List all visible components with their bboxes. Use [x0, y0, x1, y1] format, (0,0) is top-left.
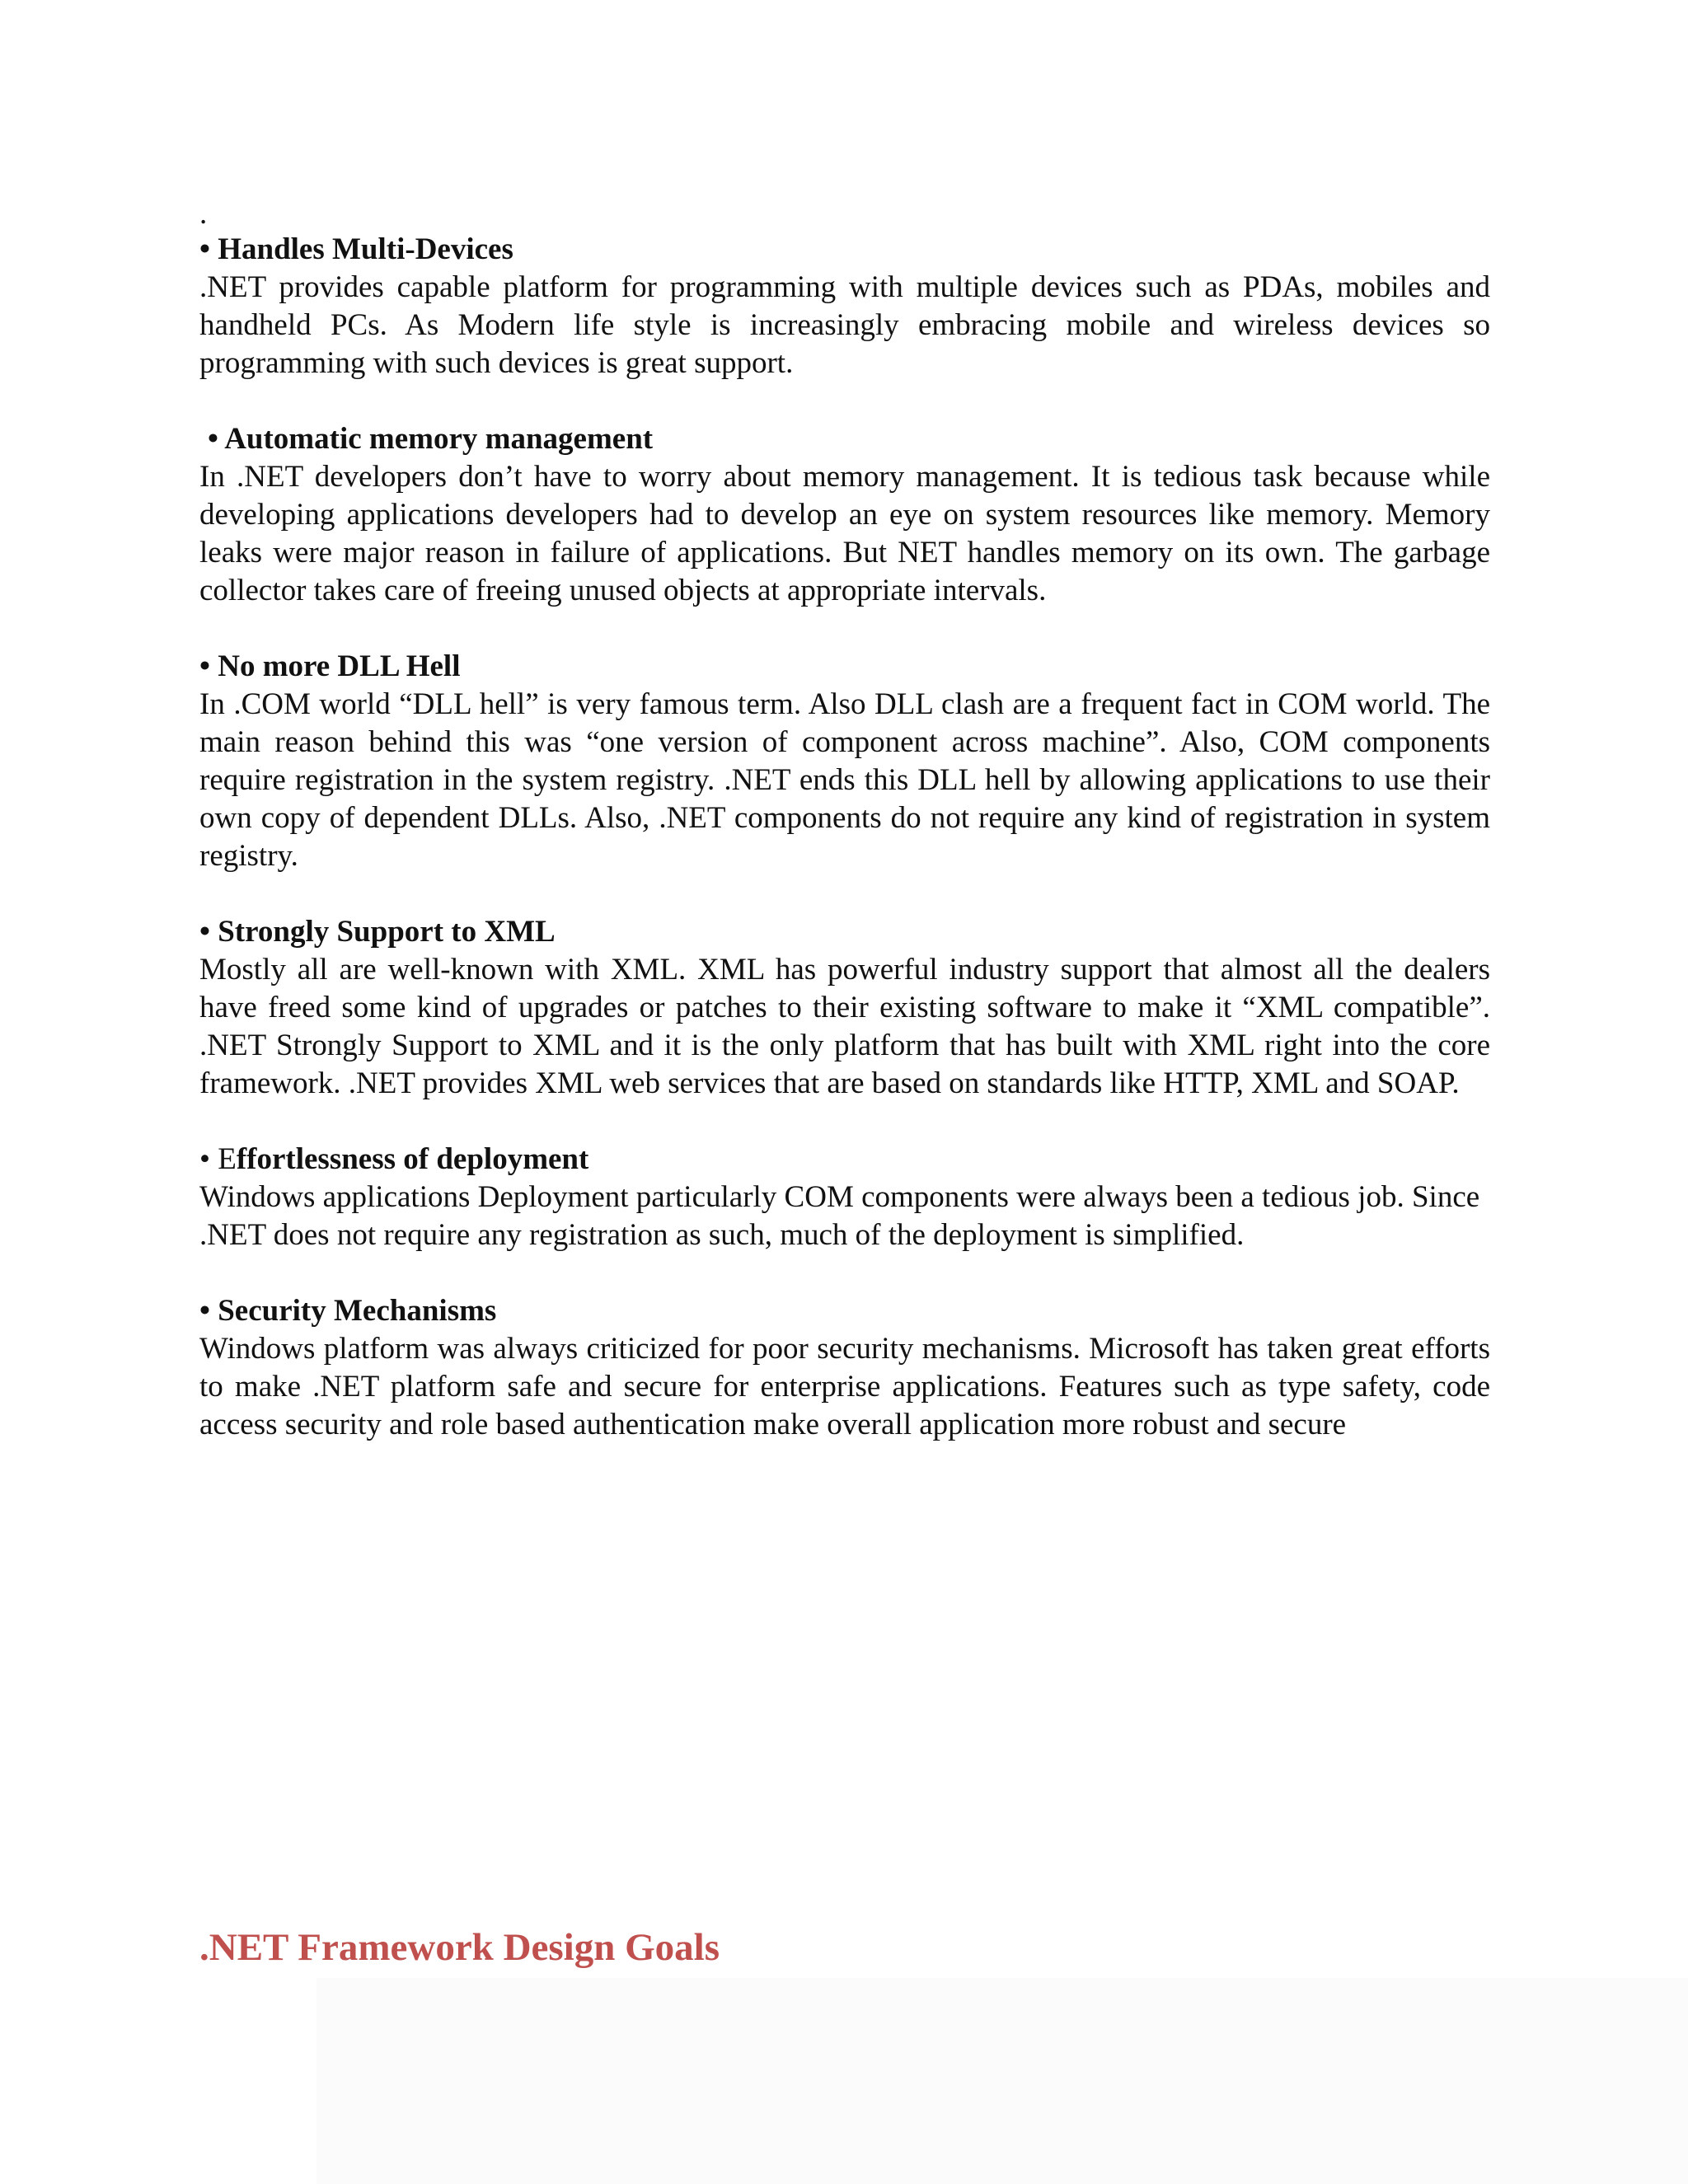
- section-effortlessness-of-deployment: [199, 1141, 1490, 1254]
- section-heading: [199, 420, 1490, 458]
- section-heading: [199, 231, 1490, 269]
- document-body: [199, 198, 1490, 1482]
- section-heading: [199, 1141, 1490, 1179]
- section-no-more-dll-hell: [199, 648, 1490, 875]
- section-paragraph: In .NET developers don’t have to worry about memory management. It is tedious task because while developing applications developers had to develop an eye on system resources like memory. Memory leaks were major reason in failure of applications. But NET handles memory on its own. The garbage collector takes care of freeing unused objects at appropriate intervals.: [199, 460, 1490, 607]
- leading-dot: .: [199, 197, 208, 231]
- bullet-glyph: •: [208, 422, 218, 456]
- bullet-glyph: •: [199, 232, 210, 266]
- bullet-glyph: •: [199, 1294, 210, 1328]
- section-automatic-memory-management: [199, 420, 1490, 610]
- section-paragraph: Windows platform was always criticized for poor security mechanisms. Microsoft has taken great efforts to make .NET platform safe and secure for enterprise applications. Features such as type safety, code access security and role based authentication make overall application more robust and secure: [199, 1332, 1490, 1441]
- section-title: No more DLL Hell: [218, 649, 461, 683]
- section-title: Security Mechanisms: [218, 1294, 497, 1328]
- faint-background-panel: [316, 1978, 1688, 2184]
- section-heading: [199, 913, 1490, 951]
- section-title: Automatic memory management: [224, 422, 654, 456]
- section-paragraph: In .COM world “DLL hell” is very famous term. Also DLL clash are a frequent fact in COM world. The main reason behind this was “one version of component across machine”. Also, COM components require registration in the system registry. .NET ends this DLL hell by allowing applications to use their own copy of dependent DLLs. Also, .NET components do not require any kind of registration in system registry.: [199, 687, 1490, 873]
- section-title: ffortlessness of deployment: [236, 1142, 589, 1176]
- section-title: Handles Multi-Devices: [218, 232, 513, 266]
- section-security-mechanisms: [199, 1292, 1490, 1444]
- section-paragraph: Mostly all are well-known with XML. XML has powerful industry support that almost all the dealers have freed some kind of upgrades or patches to their existing software to make it “XML compatible”. .NET Strongly Support to XML and it is the only platform that has built with XML right into the core framework. .NET provides XML web services that are based on standards like HTTP, XML and SOAP.: [199, 953, 1490, 1100]
- section-paragraph: .NET provides capable platform for programming with multiple devices such as PDAs, mobiles and handheld PCs. As Modern life style is increasingly embracing mobile and wireless devices so programming with such devices is great support.: [199, 270, 1490, 380]
- section-strongly-support-xml: [199, 913, 1490, 1103]
- bullet-glyph: •: [199, 1142, 210, 1176]
- section-title-initial: E: [218, 1142, 237, 1176]
- bullet-glyph: •: [199, 649, 210, 683]
- bullet-glyph: •: [199, 915, 210, 949]
- section-heading: [199, 648, 1490, 686]
- section-handles-multi-devices: [199, 231, 1490, 382]
- section-heading: [199, 1292, 1490, 1330]
- design-goals-heading: .NET Framework Design Goals: [199, 1926, 720, 1969]
- section-title: Strongly Support to XML: [218, 915, 556, 949]
- section-paragraph: Windows applications Deployment particularly COM components were always been a tedious job. Since .NET does not require any registration as such, much of the deployment is simplified.: [199, 1180, 1480, 1252]
